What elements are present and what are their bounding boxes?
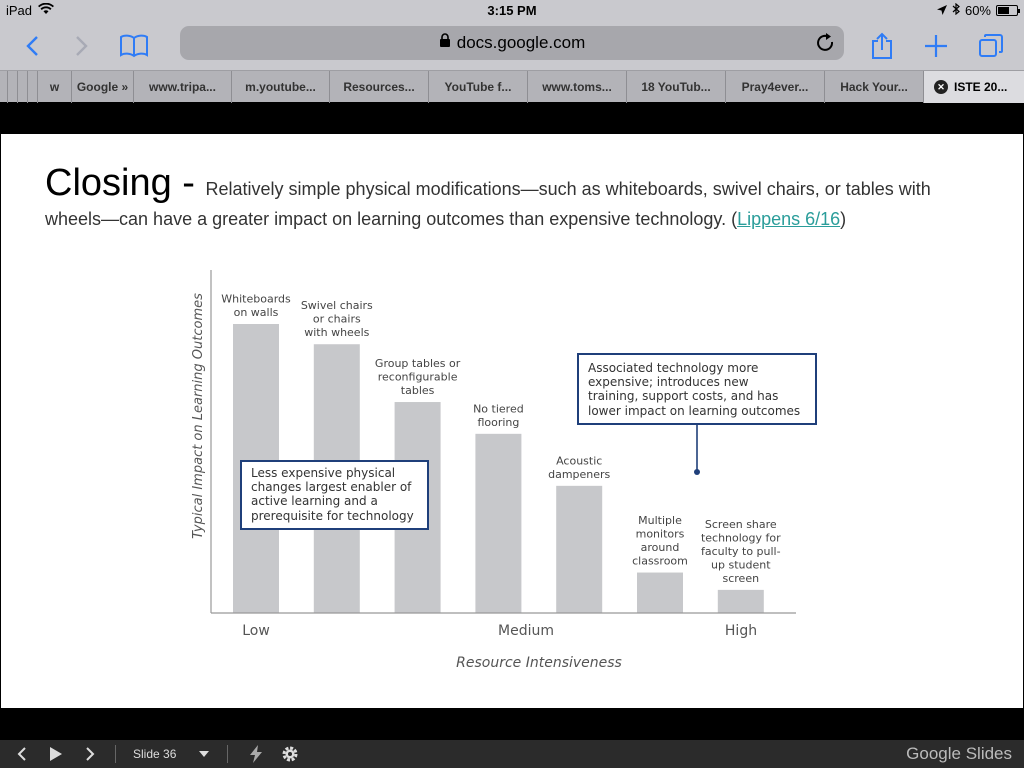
browser-tab[interactable]: www.toms... (528, 71, 627, 103)
annotation-line: active learning and a (251, 494, 378, 508)
bar-category-label: faculty to pull- (701, 544, 781, 558)
bluetooth-icon (952, 3, 960, 18)
address-bar[interactable] (180, 26, 844, 60)
laser-pointer-icon[interactable] (246, 744, 266, 764)
bar (475, 434, 521, 613)
play-button[interactable] (44, 744, 68, 764)
slide-title-end: ) (840, 209, 847, 229)
y-axis-label: Typical Impact on Learning Outcomes (191, 293, 206, 539)
x-tick-medium: Medium (498, 623, 554, 639)
tab-strip (0, 70, 1024, 102)
annotation-line: lower impact on learning outcomes (588, 404, 801, 418)
slide-title-text: Relatively simple physical modifications—such as whiteboards, swivel chairs, or tables with wheels—can have a greater impact on learning outcomes than expensive technology. ( (45, 179, 931, 229)
bar-category-label: No tiered (473, 402, 524, 416)
browser-tab[interactable]: 18 YouTub... (627, 71, 726, 103)
bar-category-label: with wheels (304, 326, 370, 340)
bar-category-label: classroom (632, 554, 688, 568)
slide (1, 134, 1023, 708)
browser-tab[interactable]: Hack Your... (825, 71, 924, 103)
presentation-controls (0, 740, 1024, 768)
location-icon (937, 3, 947, 18)
bar-category-label: technology for (700, 531, 781, 545)
bar-category-label: dampeners (548, 467, 611, 481)
bar-category-label: screen (722, 571, 760, 585)
bar-category-label: or chairs (312, 312, 361, 326)
x-tick-low: Low (242, 623, 270, 639)
browser-tab[interactable]: w (38, 71, 72, 103)
bar-chart (1, 134, 1023, 708)
browser-tab[interactable]: YouTube f... (429, 71, 528, 103)
tab-stub[interactable] (18, 71, 28, 103)
browser-tab[interactable]: www.tripa... (134, 71, 232, 103)
clock: 3:15 PM (487, 3, 537, 18)
active-browser-tab[interactable]: ✕ ISTE 20... (924, 71, 1024, 103)
url-text: docs.google.com (456, 33, 586, 52)
bar-category-label: Swivel chairs (300, 299, 373, 313)
slide-number: Slide 36 (133, 747, 177, 761)
tab-stub[interactable] (28, 71, 38, 103)
battery-icon (996, 5, 1018, 16)
annotation-box-left (241, 461, 428, 529)
tabs-overview-icon[interactable] (975, 30, 1007, 62)
annotation-line: Less expensive physical (251, 466, 396, 480)
close-tab-icon[interactable]: ✕ (934, 80, 948, 94)
annotation-connector-dot (694, 469, 700, 475)
browser-tab[interactable]: m.youtube... (232, 71, 330, 103)
citation-link[interactable]: Lippens 6/16 (737, 209, 841, 229)
annotation-line: prerequisite for technology (251, 509, 414, 523)
new-tab-icon[interactable] (920, 30, 952, 62)
annotation-box-right (578, 354, 816, 475)
browser-tab[interactable]: Pray4ever... (726, 71, 825, 103)
divider (115, 745, 116, 763)
tab-stub[interactable] (8, 71, 18, 103)
annotation-line: training, support costs, and has (588, 389, 779, 403)
bookmarks-icon[interactable] (118, 30, 150, 62)
bar-category-label: Group tables or (374, 357, 461, 371)
browser-tab[interactable]: Google » (72, 71, 134, 103)
previous-slide-button[interactable] (12, 744, 32, 764)
bar-category-label: Multiple (638, 514, 682, 528)
lock-icon (439, 33, 451, 53)
x-axis-label: Resource Intensiveness (456, 655, 622, 671)
bar-category-label: up student (711, 558, 771, 572)
annotation-line: expensive; introduces new (588, 375, 749, 389)
battery-percent: 60% (964, 3, 991, 18)
bar-category-label: Screen share (704, 517, 777, 531)
x-tick-high: High (724, 623, 758, 639)
back-button[interactable] (16, 30, 48, 62)
bar (556, 486, 602, 613)
browser-toolbar (0, 22, 1024, 70)
bar-category-label: tables (400, 384, 435, 398)
device-label: iPad (6, 3, 33, 18)
bar-category-label: monitors (635, 527, 685, 541)
slide-picker-dropdown-icon[interactable] (196, 744, 212, 764)
tab-stub[interactable] (0, 71, 8, 103)
browser-tab[interactable]: Resources... (330, 71, 429, 103)
share-icon[interactable] (866, 30, 898, 62)
status-bar (0, 0, 1024, 22)
slide-title-heading: Closing - (45, 162, 206, 204)
google-slides-logo: Google Slides (906, 744, 1012, 763)
bar-category-label: around (640, 541, 680, 555)
forward-button[interactable] (66, 30, 98, 62)
bar-category-label: Acoustic (556, 454, 603, 468)
bar-category-label: flooring (477, 415, 520, 429)
bar (718, 590, 764, 613)
settings-gear-icon[interactable] (278, 744, 302, 764)
bar (637, 573, 683, 613)
next-slide-button[interactable] (80, 744, 100, 764)
bar-category-label: Whiteboards (221, 292, 291, 306)
annotation-line: changes largest enabler of (251, 480, 412, 494)
annotation-line: Associated technology more (588, 361, 759, 375)
divider (227, 745, 228, 763)
reload-icon[interactable] (816, 32, 836, 59)
bar-category-label: on walls (233, 306, 279, 319)
bar-category-label: reconfigurable (377, 370, 458, 384)
